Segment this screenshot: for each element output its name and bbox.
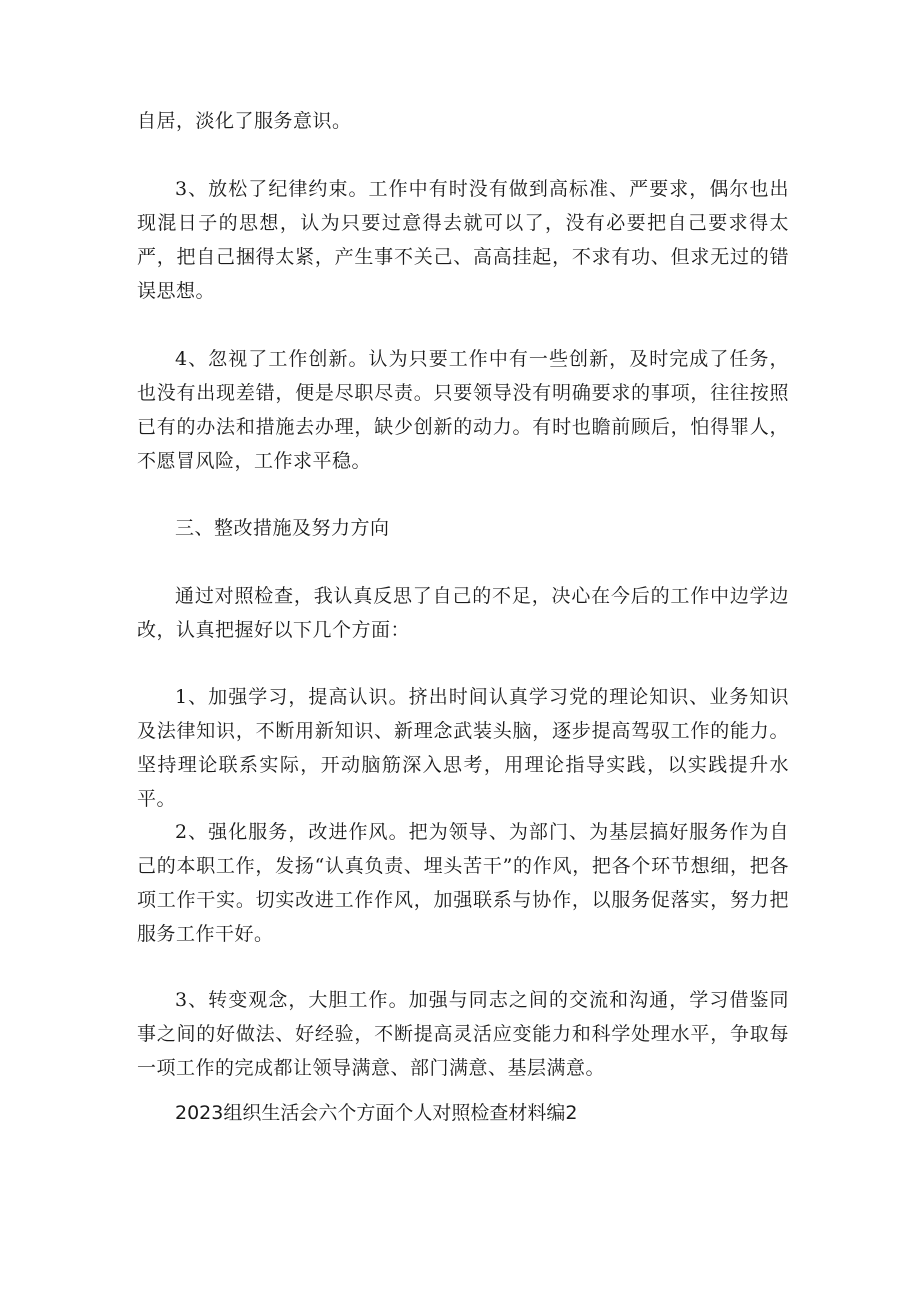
paragraph-service: 2、强化服务，改进作风。把为领导、为部门、为基层搞好服务作为自己的本职工作，发扬“认真负责、埋头苦干”的作风，把各个环节想细，把各项工作干实。切实改进工作作风，加强联系与协作，以服务促落实，努力把服务工作干好。	[137, 821, 789, 945]
next-document-title: 2023组织生活会六个方面个人对照检查材料编2	[175, 1102, 578, 1124]
paragraph-mindset: 3、转变观念，大胆工作。加强与同志之间的交流和沟通，学习借鉴同事之间的好做法、好经验，不断提高灵活应变能力和科学处理水平，争取每一项工作的完成都让领导满意、部门满意、基层满意。	[137, 989, 789, 1079]
paragraph-continuation: 自居，淡化了服务意识。	[137, 110, 352, 132]
paragraph-innovation: 4、忽视了工作创新。认为只要工作中有一些创新，及时完成了任务，也没有出现差错，便是尽职尽责。只要领导没有明确要求的事项，往往按照已有的办法和措施去办理，缺少创新的动力。有时也瞻前顾后，怕得罪人，不愿冒风险，工作求平稳。	[137, 348, 789, 472]
paragraph-intro: 通过对照检查，我认真反思了自己的不足，决心在今后的工作中边学边改，认真把握好以下几个方面：	[137, 585, 789, 641]
section-heading: 三、整改措施及努力方向	[175, 517, 390, 539]
paragraph-discipline: 3、放松了纪律约束。工作中有时没有做到高标准、严要求，偶尔也出现混日子的思想，认为只要过意得去就可以了，没有必要把自己要求得太严，把自己捆得太紧，产生事不关己、高高挂起，不求有功、但求无过的错误思想。	[137, 178, 789, 302]
paragraph-study: 1、加强学习，提高认识。挤出时间认真学习党的理论知识、业务知识及法律知识，不断用新知识、新理念武装头脑，逐步提高驾驭工作的能力。坚持理论联系实际，开动脑筋深入思考，用理论指导实践，以实践提升水平。	[137, 686, 789, 810]
